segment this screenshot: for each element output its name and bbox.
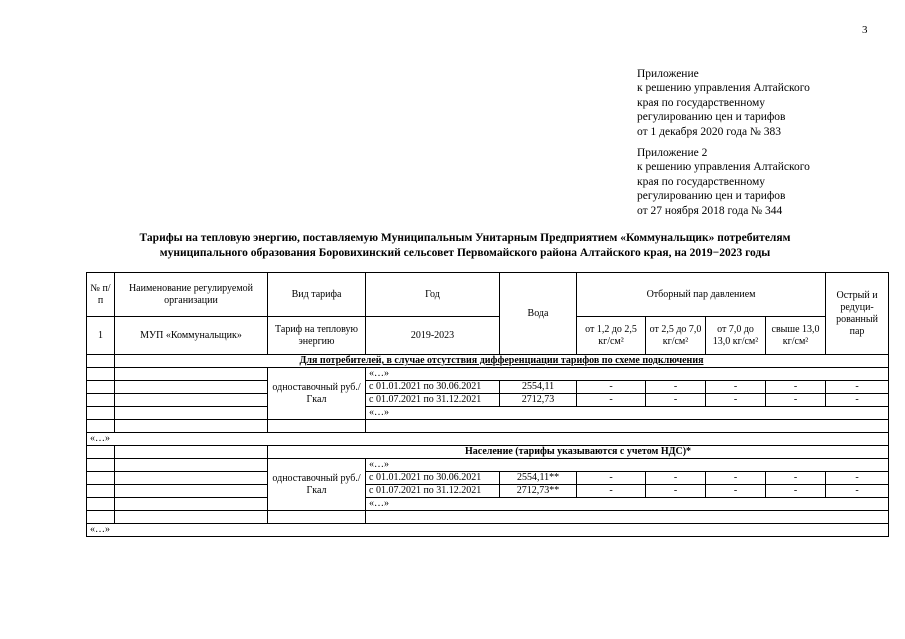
consumers-tariff-kind: одноставочный руб./Гкал [268, 368, 366, 420]
consumers-s2: - [646, 381, 706, 394]
table-header-row [87, 273, 889, 317]
population-period: с 01.01.2021 по 30.06.2021 [366, 472, 500, 485]
consumers-water: 2712,73 [500, 394, 577, 407]
population-s3: - [706, 485, 766, 498]
org-tariff-type: Тариф на тепловую энергию [268, 317, 366, 355]
header-steam: Отборный пар давлением [577, 273, 826, 317]
table-row [87, 498, 889, 511]
consumers-water: 2554,11 [500, 381, 577, 394]
population-sharp: - [826, 472, 889, 485]
section-population-title-row [87, 446, 889, 459]
consumers-period: с 01.01.2021 по 30.06.2021 [366, 381, 500, 394]
population-s2: - [646, 472, 706, 485]
population-s2: - [646, 485, 706, 498]
table-row [87, 407, 889, 420]
document-title-line: Тарифы на тепловую энергию, поставляемую Муниципальным Унитарным Предприятием «Коммунальщик» потребителям [139, 232, 791, 244]
section-consumers-title: Для потребителей, в случае отсутствия дифференциации тарифов по схеме подключения [115, 355, 889, 368]
population-period: с 01.07.2021 по 31.12.2021 [366, 485, 500, 498]
appendix-1-line: Приложение [637, 68, 699, 80]
table-row [87, 459, 889, 472]
consumers-s2: - [646, 394, 706, 407]
population-ellipsis-bottom: «…» [366, 498, 889, 511]
population-s1: - [577, 485, 646, 498]
population-sharp: - [826, 485, 889, 498]
header-year: Год [366, 273, 500, 317]
page-number: 3 [862, 24, 868, 36]
population-water: 2554,11** [500, 472, 577, 485]
table-row [87, 394, 889, 407]
table-row [87, 433, 889, 446]
consumers-sharp: - [826, 381, 889, 394]
table-row [87, 368, 889, 381]
appendix-2-line: Приложение 2 [637, 147, 708, 159]
consumers-period: с 01.07.2021 по 31.12.2021 [366, 394, 500, 407]
population-water: 2712,73** [500, 485, 577, 498]
document-title [80, 231, 850, 261]
document-title-line: муниципального образования Боровихинский сельсовет Первомайского района Алтайского края, на 2019−2023 годы [159, 247, 771, 259]
population-s1: - [577, 472, 646, 485]
table-row [87, 381, 889, 394]
consumers-ellipsis-bottom: «…» [366, 407, 889, 420]
consumers-s4: - [766, 381, 826, 394]
tariffs-table [86, 272, 889, 537]
header-water: Вода [500, 273, 577, 355]
population-s4: - [766, 472, 826, 485]
consumers-s3: - [706, 381, 766, 394]
population-ellipsis-top: «…» [366, 459, 889, 472]
ellipsis-mid: «…» [87, 433, 889, 446]
consumers-s1: - [577, 394, 646, 407]
table-row [87, 420, 889, 433]
consumers-s1: - [577, 381, 646, 394]
consumers-ellipsis-top: «…» [366, 368, 889, 381]
steam-sub-4: свыше 13,0 кг/см² [766, 317, 826, 355]
ellipsis-end: «…» [87, 524, 889, 537]
appendix-2-line: от 27 ноября 2018 года № 344 [637, 204, 783, 217]
table-row [87, 485, 889, 498]
steam-sub-2: от 2,5 до 7,0 кг/см² [646, 317, 706, 355]
appendix-1-line: регулированию цен и тарифов [637, 111, 786, 124]
header-num: № п/п [87, 273, 115, 317]
header-sharp-steam: Острый и редуци-рованный пар [826, 273, 889, 355]
table-row [87, 511, 889, 524]
table-row [87, 472, 889, 485]
steam-sub-3: от 7,0 до 13,0 кг/см² [706, 317, 766, 355]
org-year: 2019-2023 [366, 317, 500, 355]
consumers-s3: - [706, 394, 766, 407]
appendix-1-block [637, 67, 810, 139]
section-population-title: Население (тарифы указываются с учетом НДС)* [268, 446, 889, 459]
appendix-2-line: края по государственному [637, 175, 765, 188]
population-s3: - [706, 472, 766, 485]
appendix-2-block [637, 146, 810, 218]
appendix-2-line: регулированию цен и тарифов [637, 190, 786, 203]
population-s4: - [766, 485, 826, 498]
header-tariff-type: Вид тарифа [268, 273, 366, 317]
population-tariff-kind: одноставочный руб./Гкал [268, 459, 366, 511]
appendix-1-line: края по государственному [637, 96, 765, 109]
section-consumers-title-row [87, 355, 889, 368]
consumers-s4: - [766, 394, 826, 407]
appendix-1-line: к решению управления Алтайского [637, 82, 810, 95]
consumers-sharp: - [826, 394, 889, 407]
header-org: Наименование регулируемой организации [115, 273, 268, 317]
org-num: 1 [87, 317, 115, 355]
appendix-1-line: от 1 декабря 2020 года № 383 [637, 125, 782, 138]
org-name: МУП «Коммунальщик» [115, 317, 268, 355]
table-row [87, 524, 889, 537]
appendix-2-line: к решению управления Алтайского [637, 161, 810, 174]
table-org-row [87, 317, 889, 355]
steam-sub-1: от 1,2 до 2,5 кг/см² [577, 317, 646, 355]
